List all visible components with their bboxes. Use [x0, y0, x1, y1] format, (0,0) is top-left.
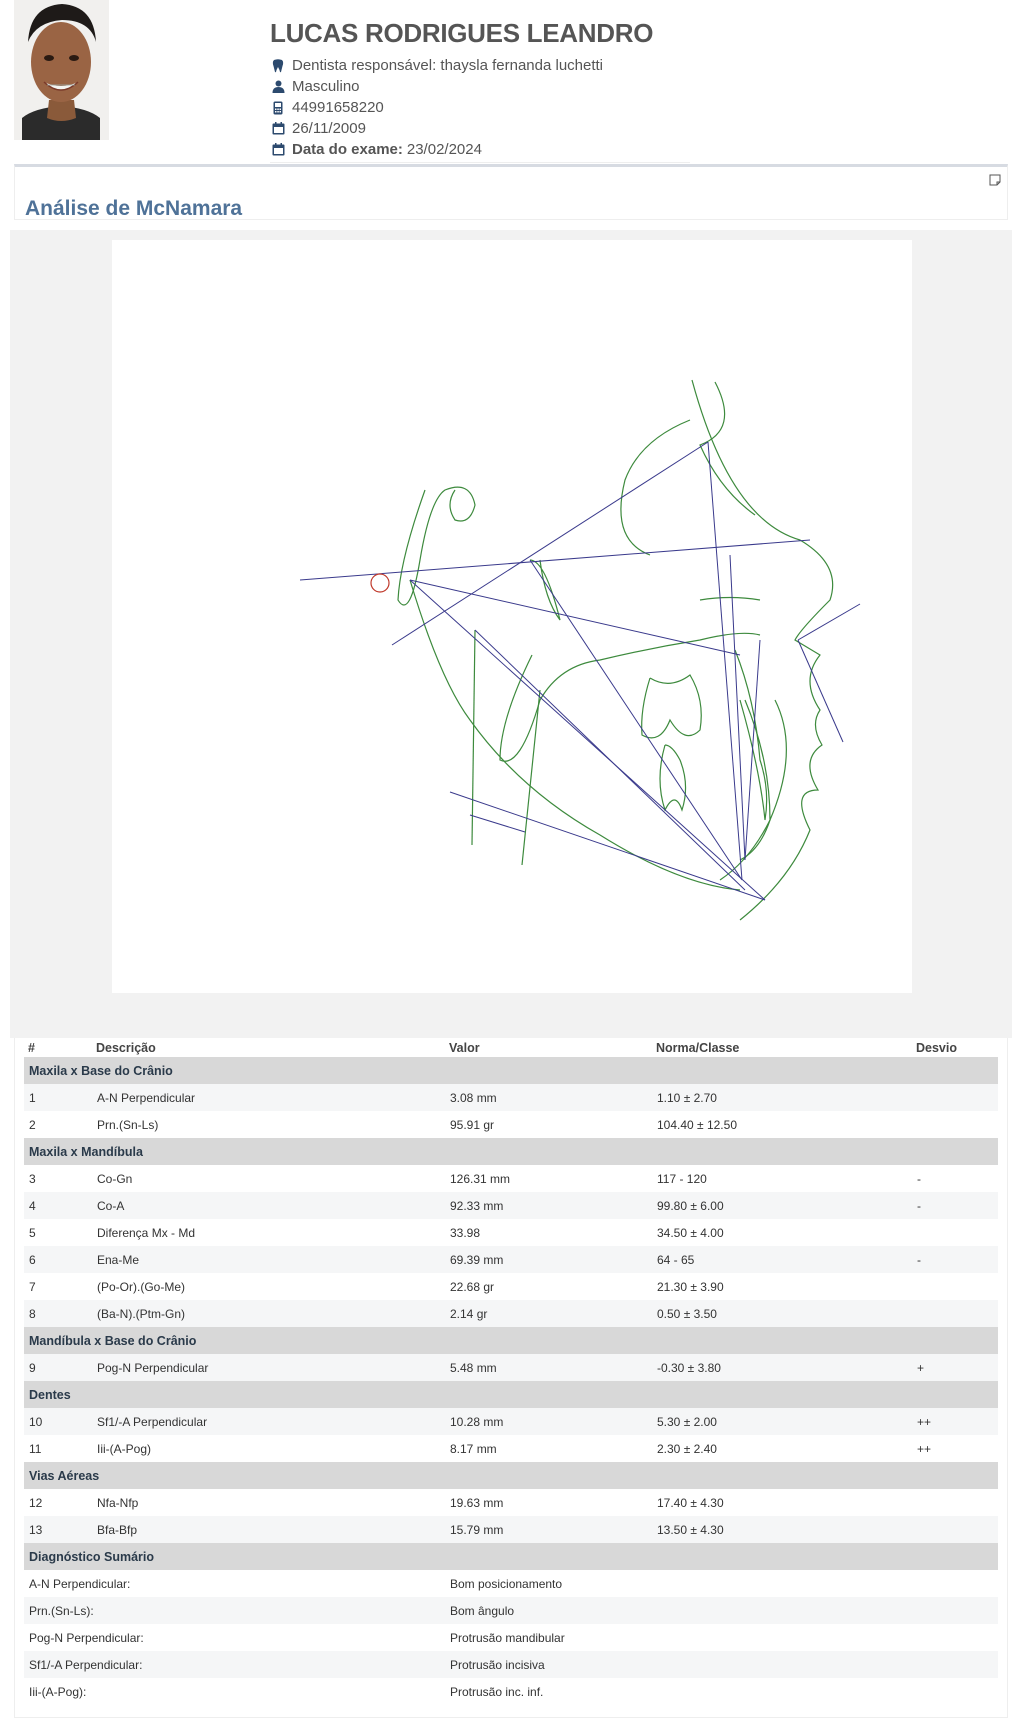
- nasal-floor: [700, 598, 760, 601]
- cell-dev: -: [912, 1192, 998, 1219]
- diagnosis-row: [24, 1678, 998, 1705]
- line-airway: [470, 815, 525, 832]
- cell-norm: 0.50 ± 3.50: [652, 1300, 912, 1327]
- diagnosis-row: [24, 1597, 998, 1624]
- line-ptm-gn: [475, 630, 745, 890]
- user-icon: [270, 79, 286, 95]
- cell-desc: Prn.(Sn-Ls): [92, 1111, 445, 1138]
- cell-desc: Co-A: [92, 1192, 445, 1219]
- header-value: Valor: [449, 1040, 480, 1055]
- cell-num: 12: [24, 1489, 92, 1516]
- patient-photo: [14, 0, 109, 140]
- group-title: Dentes: [24, 1381, 998, 1408]
- cell-dev: [912, 1300, 998, 1327]
- cell-value: 10.28 mm: [445, 1408, 652, 1435]
- cell-norm: 99.80 ± 6.00: [652, 1192, 912, 1219]
- cell-dev: [912, 1219, 998, 1246]
- exam-date-text: 23/02/2024: [406, 141, 482, 158]
- table-row: [24, 1246, 998, 1273]
- phone-text: 44991658220: [292, 99, 384, 116]
- header-norm: Norma/Classe: [656, 1040, 740, 1055]
- cell-norm: 2.30 ± 2.40: [652, 1435, 912, 1462]
- cell-desc: Bfa-Bfp: [92, 1516, 445, 1543]
- group-title: Vias Aéreas: [24, 1462, 998, 1489]
- group-title: Maxila x Base do Crânio: [24, 1057, 998, 1084]
- header-desc: Descrição: [96, 1040, 156, 1055]
- cell-dev: [912, 1489, 998, 1516]
- group-header: [24, 1057, 998, 1084]
- group-title: Maxila x Mandíbula: [24, 1138, 998, 1165]
- group-header: [24, 1327, 998, 1354]
- cell-value: 3.08 mm: [445, 1084, 652, 1111]
- cell-dev: -: [912, 1246, 998, 1273]
- cell-dev: -: [912, 1165, 998, 1192]
- anatomical-contours: [398, 380, 833, 920]
- cell-desc: Co-Gn: [92, 1165, 445, 1192]
- line-co-gn: [410, 580, 765, 900]
- cell-value: 8.17 mm: [445, 1435, 652, 1462]
- cell-num: 3: [24, 1165, 92, 1192]
- diagnosis-label: Prn.(Sn-Ls):: [24, 1597, 445, 1624]
- cell-dev: [912, 1084, 998, 1111]
- group-header: [24, 1543, 998, 1570]
- table-row: [24, 1111, 998, 1138]
- line-ba-n: [530, 560, 742, 880]
- cell-num: 8: [24, 1300, 92, 1327]
- upper-incisor: [735, 650, 767, 820]
- table-row: [24, 1435, 998, 1462]
- table-row: [24, 1165, 998, 1192]
- diagnosis-row: [24, 1651, 998, 1678]
- cell-desc: (Ba-N).(Ptm-Gn): [92, 1300, 445, 1327]
- forehead-soft-tissue: [692, 380, 833, 920]
- line-n-perpendicular: [708, 442, 742, 880]
- cell-dev: [912, 1111, 998, 1138]
- skull-base: [398, 487, 475, 605]
- table-row: [24, 1354, 998, 1381]
- landmark-porion: [371, 574, 389, 592]
- table-row: [24, 1408, 998, 1435]
- group-title: Diagnóstico Sumário: [24, 1543, 998, 1570]
- calendar-icon: [270, 142, 286, 158]
- cell-num: 4: [24, 1192, 92, 1219]
- cell-norm: 64 - 65: [652, 1246, 912, 1273]
- tooth-icon: [270, 58, 286, 74]
- note-icon[interactable]: [989, 173, 1001, 185]
- cell-norm: 104.40 ± 12.50: [652, 1111, 912, 1138]
- cell-desc: Sf1/-A Perpendicular: [92, 1408, 445, 1435]
- analysis-card-header: [14, 164, 1008, 220]
- cell-num: 6: [24, 1246, 92, 1273]
- calendar-icon: [270, 121, 286, 137]
- cell-dev: +: [912, 1354, 998, 1381]
- results-table: [24, 1038, 998, 1705]
- table-row: [24, 1219, 998, 1246]
- symphysis: [522, 690, 540, 865]
- upper-molar: [642, 675, 702, 738]
- cell-num: 5: [24, 1219, 92, 1246]
- diagnosis-row: [24, 1570, 998, 1597]
- diagnosis-text: Protrusão mandibular: [445, 1624, 998, 1651]
- tracing-svg: [112, 240, 912, 993]
- cell-dev: ++: [912, 1408, 998, 1435]
- cell-desc: A-N Perpendicular: [92, 1084, 445, 1111]
- cell-value: 22.68 gr: [445, 1273, 652, 1300]
- cell-norm: 117 - 120: [652, 1165, 912, 1192]
- cell-value: 15.79 mm: [445, 1516, 652, 1543]
- diagnosis-row: [24, 1624, 998, 1651]
- cephalometric-lines: [300, 442, 860, 900]
- header-divider: [270, 162, 690, 163]
- line-nasal: [798, 604, 860, 640]
- header-dev: Desvio: [916, 1040, 957, 1055]
- cephalometric-tracing: [112, 240, 912, 993]
- diagnosis-text: Protrusão inc. inf.: [445, 1678, 998, 1705]
- cell-norm: 17.40 ± 4.30: [652, 1489, 912, 1516]
- birthdate-row: [270, 118, 680, 139]
- patient-name: LUCAS RODRIGUES LEANDRO: [270, 18, 654, 48]
- group-header: [24, 1381, 998, 1408]
- line-frankfort: [300, 540, 810, 580]
- cell-value: 5.48 mm: [445, 1354, 652, 1381]
- cell-num: 7: [24, 1273, 92, 1300]
- cell-desc: Pog-N Perpendicular: [92, 1354, 445, 1381]
- cell-num: 9: [24, 1354, 92, 1381]
- table-header: [24, 1038, 998, 1057]
- cell-value: 69.39 mm: [445, 1246, 652, 1273]
- patient-portrait: [14, 0, 109, 140]
- diagnosis-text: Bom ângulo: [445, 1597, 998, 1624]
- line-incisor-axis: [745, 640, 760, 860]
- table-row: [24, 1489, 998, 1516]
- phone-icon: [270, 100, 286, 116]
- cell-norm: 5.30 ± 2.00: [652, 1408, 912, 1435]
- cell-num: 10: [24, 1408, 92, 1435]
- cell-desc: (Po-Or).(Go-Me): [92, 1273, 445, 1300]
- cell-num: 13: [24, 1516, 92, 1543]
- table-row: [24, 1084, 998, 1111]
- diagnosis-label: Pog-N Perpendicular:: [24, 1624, 445, 1651]
- cell-desc: Ena-Me: [92, 1246, 445, 1273]
- cell-num: 2: [24, 1111, 92, 1138]
- group-title: Mandíbula x Base do Crânio: [24, 1327, 998, 1354]
- cell-norm: 13.50 ± 4.30: [652, 1516, 912, 1543]
- ramus-inner: [472, 630, 475, 845]
- diagnosis-text: Bom posicionamento: [445, 1570, 998, 1597]
- group-header: [24, 1138, 998, 1165]
- phone-row: [270, 97, 680, 118]
- cell-dev: ++: [912, 1435, 998, 1462]
- patient-info: [270, 18, 680, 163]
- orbit-contour: [621, 420, 690, 555]
- cell-desc: Diferença Mx - Md: [92, 1219, 445, 1246]
- header-num: #: [28, 1040, 35, 1055]
- cell-norm: -0.30 ± 3.80: [652, 1354, 912, 1381]
- birthdate-text: 26/11/2009: [292, 120, 366, 137]
- group-header: [24, 1462, 998, 1489]
- cell-value: 2.14 gr: [445, 1300, 652, 1327]
- line-sn: [392, 442, 708, 645]
- diagnosis-label: A-N Perpendicular:: [24, 1570, 445, 1597]
- table-row: [24, 1516, 998, 1543]
- gender-text: Masculino: [292, 78, 360, 95]
- cell-value: 19.63 mm: [445, 1489, 652, 1516]
- table-row: [24, 1300, 998, 1327]
- table-row: [24, 1192, 998, 1219]
- line-a-pog: [730, 555, 745, 860]
- analysis-title: Análise de McNamara: [25, 197, 243, 220]
- cell-dev: [912, 1273, 998, 1300]
- cell-desc: Nfa-Nfp: [92, 1489, 445, 1516]
- diagnosis-label: Sf1/-A Perpendicular:: [24, 1651, 445, 1678]
- dentist-row: [270, 55, 680, 76]
- cell-desc: Iii-(A-Pog): [92, 1435, 445, 1462]
- cell-num: 1: [24, 1084, 92, 1111]
- diagnosis-label: Iii-(A-Pog):: [24, 1678, 445, 1705]
- cell-value: 33.98: [445, 1219, 652, 1246]
- cell-value: 126.31 mm: [445, 1165, 652, 1192]
- line-co-a: [410, 580, 740, 655]
- lower-molar: [660, 745, 686, 810]
- line-go-me: [450, 792, 765, 900]
- cell-norm: 21.30 ± 3.90: [652, 1273, 912, 1300]
- cell-dev: [912, 1516, 998, 1543]
- diagnosis-text: Protrusão incisiva: [445, 1651, 998, 1678]
- cell-num: 11: [24, 1435, 92, 1462]
- exam-date-label: Data do exame:: [292, 141, 403, 158]
- gender-row: [270, 76, 680, 97]
- cell-norm: 1.10 ± 2.70: [652, 1084, 912, 1111]
- table-row: [24, 1273, 998, 1300]
- exam-date-row: [270, 139, 680, 160]
- cell-norm: 34.50 ± 4.00: [652, 1219, 912, 1246]
- cell-value: 95.91 gr: [445, 1111, 652, 1138]
- dentist-text: Dentista responsável: thaysla fernanda luchetti: [292, 57, 604, 74]
- cell-value: 92.33 mm: [445, 1192, 652, 1219]
